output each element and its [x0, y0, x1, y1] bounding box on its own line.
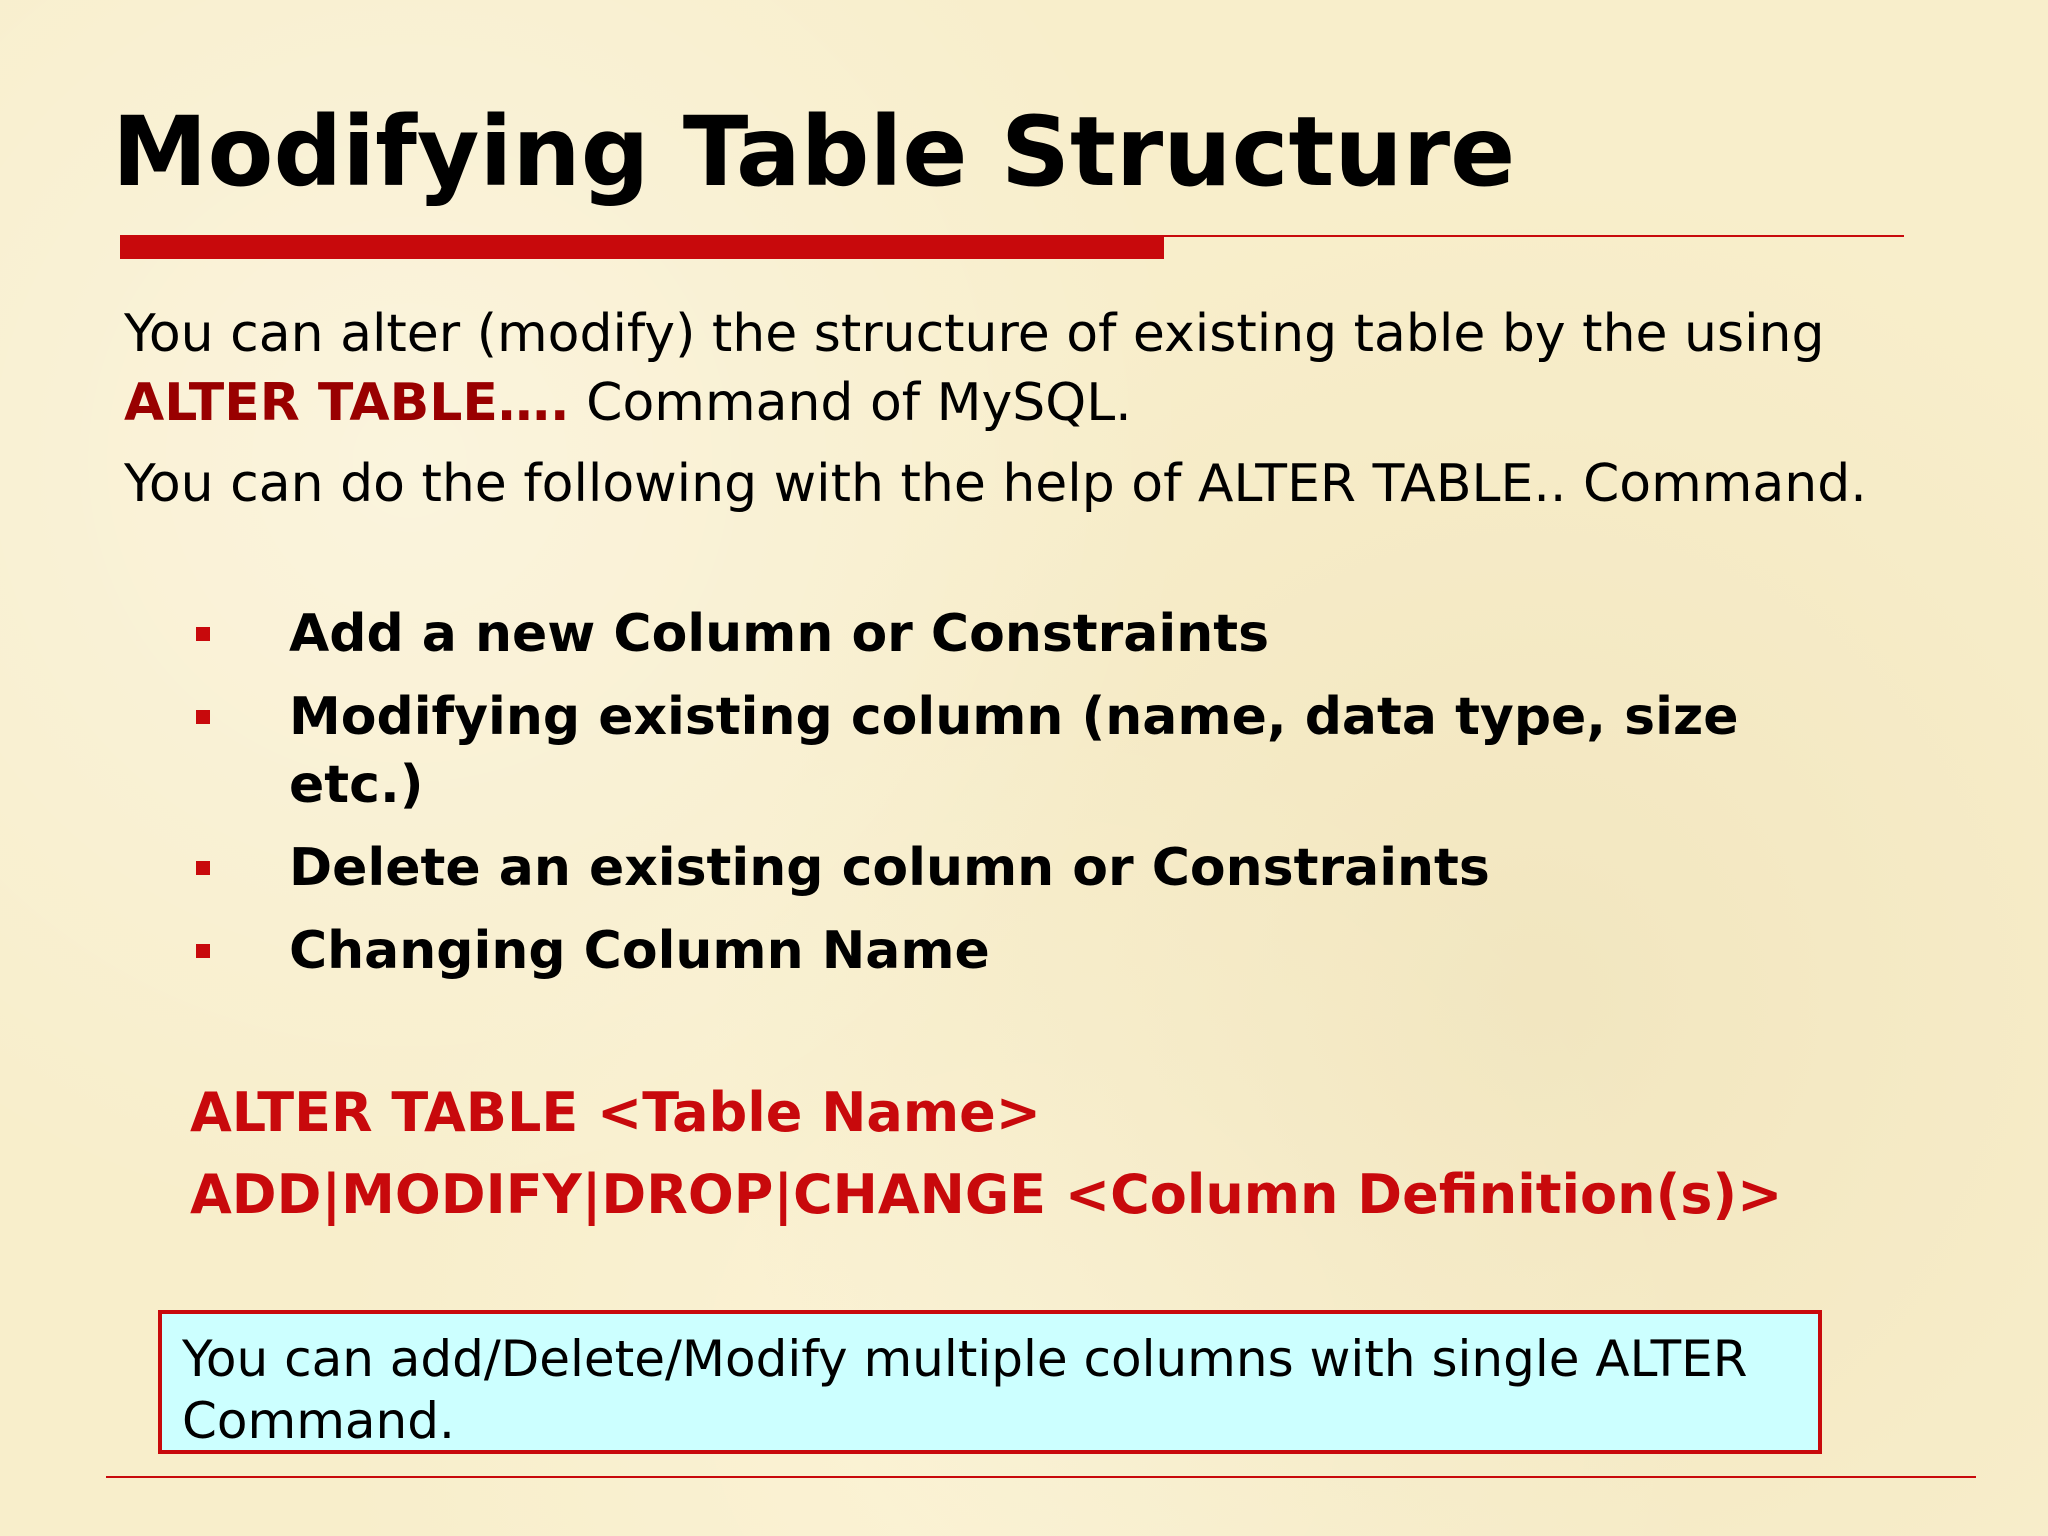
list-item-text: Add a new Column or Constraints: [289, 604, 1270, 664]
syntax-line-1: ALTER TABLE <Table Name>: [190, 1081, 1041, 1144]
square-bullet-icon: [196, 944, 210, 958]
list-item-text: Changing Column Name: [289, 921, 990, 981]
square-bullet-icon: [196, 861, 210, 875]
title-underline-thin: [1164, 235, 1904, 237]
intro-text-after: Command of MySQL.: [569, 373, 1132, 433]
square-bullet-icon: [196, 710, 210, 724]
title-underline-thick: [120, 235, 1164, 259]
list-item-text: Delete an existing column or Constraints: [289, 838, 1490, 898]
lead-paragraph: You can do the following with the help of ALTER TABLE.. Command.: [124, 454, 1867, 514]
intro-text-before: You can alter (modify) the structure of existing table by the using: [124, 304, 1825, 364]
slide-title: Modifying Table Structure: [112, 96, 1516, 208]
square-bullet-icon: [196, 627, 210, 641]
list-item: [0, 683, 1889, 819]
list-item: [0, 834, 1889, 902]
alter-table-keyword: ALTER TABLE….: [124, 373, 570, 433]
bottom-divider: [106, 1476, 1976, 1478]
syntax-line-2: ADD|MODIFY|DROP|CHANGE <Column Definition(s)>: [190, 1163, 1783, 1226]
list-item-text: Modifying existing column (name, data type, size etc.): [289, 687, 1739, 815]
intro-paragraph: [124, 300, 1924, 438]
note-box: You can add/Delete/Modify multiple columns with single ALTER Command.: [158, 1310, 1822, 1454]
capabilities-list: [0, 600, 1889, 1000]
list-item: [0, 917, 1889, 985]
list-item: [0, 600, 1889, 668]
